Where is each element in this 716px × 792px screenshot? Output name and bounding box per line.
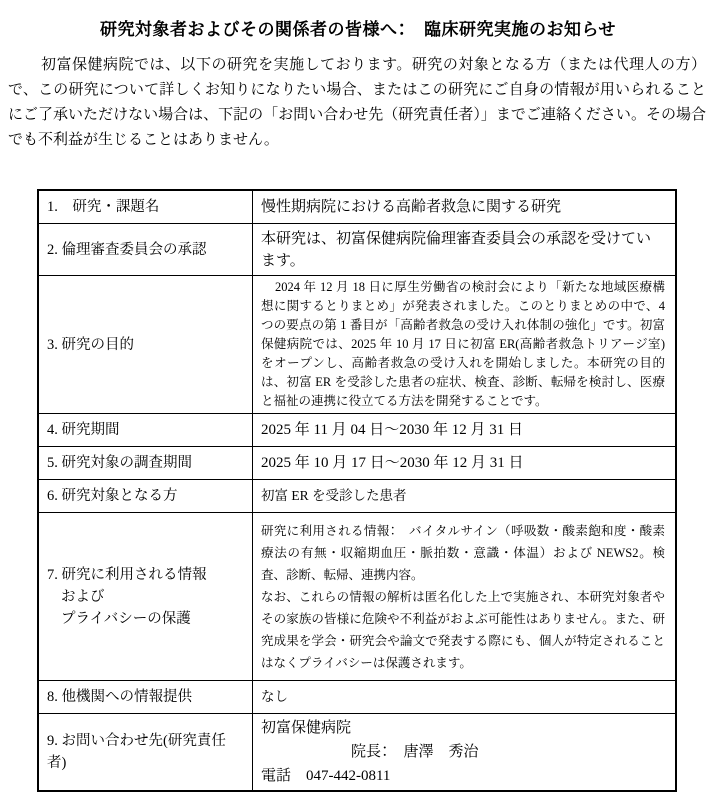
row-content: 慢性期病院における高齢者救急に関する研究 bbox=[253, 190, 677, 224]
row-label: 1. 研究・課題名 bbox=[38, 190, 253, 224]
table-row-research-subjects bbox=[38, 480, 676, 513]
row-label: 6. 研究対象となる方 bbox=[38, 480, 253, 513]
row-content: 2025 年 11 月 04 日～2030 年 12 月 31 日 bbox=[253, 414, 677, 447]
table-row-research-period bbox=[38, 414, 676, 447]
table-row-contact bbox=[38, 714, 676, 792]
table-row-information-provision bbox=[38, 681, 676, 714]
row-label: 8. 他機関への情報提供 bbox=[38, 681, 253, 714]
row-content: 本研究は、初富保健病院倫理審査委員会の承認を受けています。 bbox=[253, 224, 677, 276]
row-label: 3. 研究の目的 bbox=[38, 276, 253, 414]
row-content bbox=[253, 714, 677, 792]
row-label-line: および bbox=[61, 588, 105, 605]
privacy-protection-paragraph: なお、これらの情報の解析は匿名化した上で実施され、本研究対象者やその家族の皆様に危険や不利益がおよぶ可能性はありません。また、研究成果を学会・研究会や論文で発表する際にも、個人が特定されることはなくプライバシーは保護されます。 bbox=[261, 589, 665, 670]
row-label: 2. 倫理審査委員会の承認 bbox=[38, 224, 253, 276]
row-content bbox=[253, 276, 677, 414]
table-row-ethics-approval bbox=[38, 224, 676, 276]
row-label bbox=[38, 513, 253, 681]
information-used-paragraph: 研究に利用される情報： バイタルサイン（呼吸数・酸素飽和度・酸素療法の有無・収縮期血圧・脈拍数・意識・体温）および NEWS2。検査、診断、転帰、連携内容。 bbox=[261, 523, 665, 582]
row-label-line: 7. 研究に利用される情報 bbox=[47, 566, 207, 583]
row-label-line: プライバシーの保護 bbox=[61, 610, 191, 627]
table-row-information-privacy bbox=[38, 513, 676, 681]
intro-paragraph: 初富保健病院では、以下の研究を実施しております。研究の対象となる方（または代理人の方）で、この研究について詳しくお知りになりたい場合、またはこの研究にご自身の情報が用いられることにご了承いただけない場合は、下記の「お問い合わせ先（研究責任者）」までご連絡ください。その場合でも不利益が生じることはありません。 bbox=[8, 57, 706, 148]
table-row-research-title bbox=[38, 190, 676, 224]
row-label: 4. 研究期間 bbox=[38, 414, 253, 447]
row-label: 5. 研究対象の調査期間 bbox=[38, 447, 253, 480]
research-purpose-text: 2024 年 12 月 18 日に厚生労働省の検討会により「新たな地域医療構想に関するとりまとめ」が発表されました。このとりまとめの中で、4つの要点の第 1 番目が「高齢者救急の受け入れ体制の強化」です。初富保健病院では、2025 年 10 月 17 日に初富 ER(高齢者救急トリアージ室)をオープンし、高齢者救急の受け入れを開始しました。本研究の目的は、初富 ER を受診した患者の症状、検査、診断、転帰を検討し、医療と福祉の連携に役立てる方法を開発することです。 bbox=[261, 280, 665, 408]
row-content: 2025 年 10 月 17 日～2030 年 12 月 31 日 bbox=[253, 447, 677, 480]
table-row-research-purpose bbox=[38, 276, 676, 414]
page-title: 研究対象者およびその関係者の皆様へ： 臨床研究実施のお知らせ bbox=[100, 20, 616, 39]
contact-director-name: 院長： 唐澤 秀治 bbox=[351, 744, 479, 760]
table-row-survey-period bbox=[38, 447, 676, 480]
row-content bbox=[253, 513, 677, 681]
contact-hospital-name: 初富保健病院 bbox=[261, 720, 352, 736]
row-label: 9. お問い合わせ先(研究責任者) bbox=[38, 714, 253, 792]
research-info-table bbox=[37, 189, 677, 792]
contact-phone-number: 電話 047-442-0811 bbox=[261, 768, 391, 784]
row-content: なし bbox=[253, 681, 677, 714]
row-content: 初富 ER を受診した患者 bbox=[253, 480, 677, 513]
